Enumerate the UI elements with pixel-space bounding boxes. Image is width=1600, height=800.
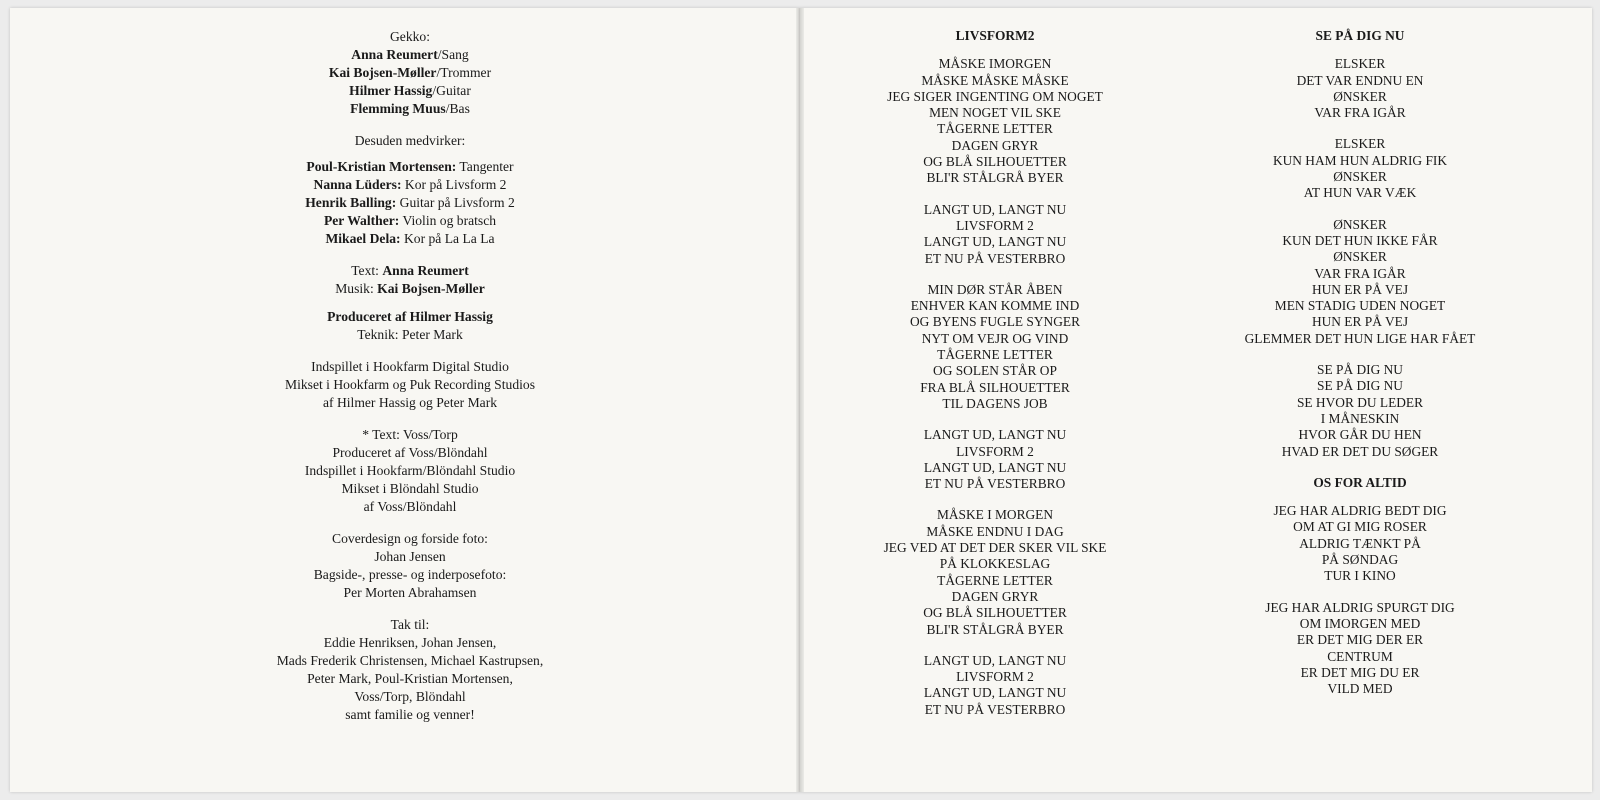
contributor-line: Henrik Balling: Guitar på Livsform 2 — [305, 195, 515, 210]
lyric-stanza — [1215, 136, 1505, 201]
lyric-line: JEG HAR ALDRIG SPURGT DIG — [1265, 599, 1455, 615]
footnote-line: * Text: Voss/Torp — [362, 427, 458, 442]
lyric-line: LIVSFORM 2 — [956, 669, 1034, 685]
design-line: Per Morten Abrahamsen — [343, 585, 477, 600]
lyric-line: LANGT UD, LANGT NU — [923, 652, 1067, 668]
music-credit: Musik: Kai Bojsen-Møller — [335, 281, 485, 296]
contributor-line: Poul-Kristian Mortensen: Tangenter — [306, 159, 514, 174]
thanks-line: Peter Mark, Poul-Kristian Mortensen, — [307, 671, 513, 686]
lyric-line: ET NU PÅ VESTERBRO — [924, 476, 1066, 492]
thanks-line: Tak til: — [390, 617, 430, 632]
lyric-stanza — [1215, 217, 1505, 347]
lyrics-column-livsform2 — [860, 28, 1130, 733]
footnote-line: af Voss/Blöndahl — [363, 499, 457, 514]
lyric-line: OG BYENS FUGLE SYNGER — [910, 314, 1080, 330]
lyric-line: JEG SIGER INGENTING OM NOGET — [887, 88, 1103, 104]
lyric-line: VILD MED — [1327, 681, 1393, 697]
song-title: LIVSFORM2 — [955, 28, 1035, 43]
lyric-line: OG BLÅ SILHOUETTER — [923, 605, 1067, 621]
lyric-line: GLEMMER DET HUN LIGE HAR FÅET — [1244, 330, 1476, 346]
lyric-line: CENTRUM — [1327, 648, 1393, 664]
lyric-line: TÅGERNE LETTER — [937, 347, 1053, 363]
recording-line: Mikset i Hookfarm og Puk Recording Studios — [285, 377, 535, 392]
lyric-line: TUR I KINO — [1324, 568, 1396, 584]
lyric-line: TÅGERNE LETTER — [937, 572, 1053, 588]
lyric-line: BLI'R STÅLGRÅ BYER — [926, 621, 1064, 637]
lyric-line: ELSKER — [1334, 136, 1386, 152]
lyric-line: ER DET MIG DU ER — [1300, 664, 1420, 680]
lyric-line: MEN NOGET VIL SKE — [929, 105, 1061, 121]
recording-line: Indspillet i Hookfarm Digital Studio — [311, 359, 509, 374]
lyric-stanza — [860, 427, 1130, 492]
band-label: Gekko: — [389, 29, 431, 44]
lyric-stanza — [860, 56, 1130, 186]
song-title: SE PÅ DIG NU — [1315, 28, 1405, 43]
lyric-line: LIVSFORM 2 — [956, 217, 1034, 233]
lyric-line: OG BLÅ SILHOUETTER — [923, 154, 1067, 170]
design-line: Johan Jensen — [374, 549, 446, 564]
lyric-line: DAGEN GRYR — [951, 588, 1039, 604]
lyric-stanza — [1215, 56, 1505, 121]
member-line: Flemming Muus/Bas — [350, 101, 470, 116]
lyric-line: SE HVOR DU LEDER — [1296, 394, 1424, 410]
lyric-line: JEG HAR ALDRIG BEDT DIG — [1273, 503, 1447, 519]
lyric-line: OM IMORGEN MED — [1299, 615, 1421, 631]
lyric-line: LANGT UD, LANGT NU — [923, 427, 1067, 443]
lyric-stanza — [860, 653, 1130, 718]
design-line: Bagside-, presse- og inderposefoto: — [313, 567, 507, 582]
lyric-line: HUN ER PÅ VEJ — [1311, 281, 1409, 297]
lyric-line: TIL DAGENS JOB — [942, 395, 1048, 411]
lyric-line: ØNSKER — [1333, 216, 1387, 232]
lyric-line: OG SOLEN STÅR OP — [933, 363, 1057, 379]
lyric-line: LANGT UD, LANGT NU — [923, 685, 1067, 701]
page-fold — [796, 8, 804, 792]
member-line: Hilmer Hassig/Guitar — [349, 83, 471, 98]
lyric-line: DET VAR ENDNU EN — [1296, 72, 1424, 88]
lyric-line: MIN DØR STÅR ÅBEN — [927, 281, 1063, 297]
lyric-stanza — [860, 282, 1130, 412]
lyric-line: I MÅNESKIN — [1320, 410, 1400, 426]
lyric-line: AT HUN VAR VÆK — [1303, 185, 1417, 201]
lyric-line: ØNSKER — [1333, 88, 1387, 104]
footnote-line: Produceret af Voss/Blöndahl — [332, 445, 488, 460]
lyric-line: VAR FRA IGÅR — [1314, 105, 1406, 121]
lyric-line: BLI'R STÅLGRÅ BYER — [926, 170, 1064, 186]
lyric-line: SE PÅ DIG NU — [1317, 362, 1403, 378]
lyric-line: TÅGERNE LETTER — [937, 121, 1053, 137]
lyric-line: ALDRIG TÆNKT PÅ — [1299, 535, 1421, 551]
lyric-line: HVAD ER DET DU SØGER — [1281, 443, 1439, 459]
lyric-line: NYT OM VEJR OG VIND — [921, 330, 1069, 346]
lyric-stanza — [1215, 600, 1505, 698]
lyric-line: ET NU PÅ VESTERBRO — [924, 250, 1066, 266]
lyric-line: LANGT UD, LANGT NU — [923, 234, 1067, 250]
additional-label: Desuden medvirker: — [354, 133, 466, 148]
lyric-line: HVOR GÅR DU HEN — [1298, 427, 1422, 443]
lyric-line: PÅ KLOKKESLAG — [939, 556, 1051, 572]
contributor-line: Nanna Lüders: Kor på Livsform 2 — [313, 177, 507, 192]
text-credit: Text: Anna Reumert — [351, 263, 469, 278]
design-line: Coverdesign og forside foto: — [332, 531, 488, 546]
lyric-line: LANGT UD, LANGT NU — [923, 201, 1067, 217]
lyric-stanza — [1215, 362, 1505, 460]
lyrics-column-se-paa-dig-nu — [1215, 28, 1505, 712]
thanks-line: samt familie og venner! — [345, 707, 475, 722]
lyric-line: MÅSKE MÅSKE MÅSKE — [921, 72, 1069, 88]
lyric-line: MÅSKE IMORGEN — [938, 56, 1052, 72]
lyric-line: KUN HAM HUN ALDRIG FIK — [1272, 152, 1448, 168]
lyric-line: ER DET MIG DER ER — [1296, 632, 1424, 648]
lyric-line: MÅSKE I MORGEN — [936, 507, 1054, 523]
thanks-line: Voss/Torp, Blöndahl — [354, 689, 466, 704]
lyric-line: MEN STADIG UDEN NOGET — [1274, 298, 1446, 314]
lyric-line: OM AT GI MIG ROSER — [1293, 519, 1427, 535]
song-title: OS FOR ALTID — [1313, 474, 1407, 490]
lyric-line: ELSKER — [1334, 56, 1386, 72]
lyric-line: MÅSKE ENDNU I DAG — [926, 523, 1064, 539]
lyric-stanza — [860, 507, 1130, 637]
footnote-line: Indspillet i Hookfarm/Blöndahl Studio — [304, 463, 516, 478]
lyric-stanza — [860, 202, 1130, 267]
lyric-line: VAR FRA IGÅR — [1314, 265, 1406, 281]
lyric-line: ØNSKER — [1333, 249, 1387, 265]
lyric-line: FRA BLÅ SILHOUETTER — [920, 379, 1070, 395]
member-line: Kai Bojsen-Møller/Trommer — [328, 65, 492, 80]
lyric-line: JEG VED AT DET DER SKER VIL SKE — [883, 540, 1107, 556]
technician-credit: Teknik: Peter Mark — [357, 327, 463, 342]
lyric-line: HUN ER PÅ VEJ — [1311, 314, 1409, 330]
lyric-line: ET NU PÅ VESTERBRO — [924, 701, 1066, 717]
lyric-line: SE PÅ DIG NU — [1317, 378, 1403, 394]
producer-credit: Produceret af Hilmer Hassig — [327, 309, 493, 324]
lyric-line: LANGT UD, LANGT NU — [923, 459, 1067, 475]
lyric-line: LIVSFORM 2 — [956, 443, 1034, 459]
thanks-line: Mads Frederik Christensen, Michael Kastrupsen, — [276, 653, 544, 668]
footnote-line: Mikset i Blöndahl Studio — [341, 481, 479, 496]
thanks-line: Eddie Henriksen, Johan Jensen, — [323, 635, 497, 650]
recording-line: af Hilmer Hassig og Peter Mark — [322, 395, 498, 410]
lyric-stanza — [1215, 503, 1505, 584]
credits-block — [220, 28, 600, 724]
lyric-line: KUN DET HUN IKKE FÅR — [1282, 232, 1438, 248]
member-line: Anna Reumert/Sang — [351, 47, 469, 62]
contributor-line: Per Walther: Violin og bratsch — [323, 213, 497, 228]
contributor-line: Mikael Dela: Kor på La La La — [325, 231, 495, 246]
lyric-line: ØNSKER — [1333, 169, 1387, 185]
lyric-line: ENHVER KAN KOMME IND — [910, 298, 1080, 314]
lyric-line: DAGEN GRYR — [951, 137, 1039, 153]
lyric-line: PÅ SØNDAG — [1321, 552, 1399, 568]
